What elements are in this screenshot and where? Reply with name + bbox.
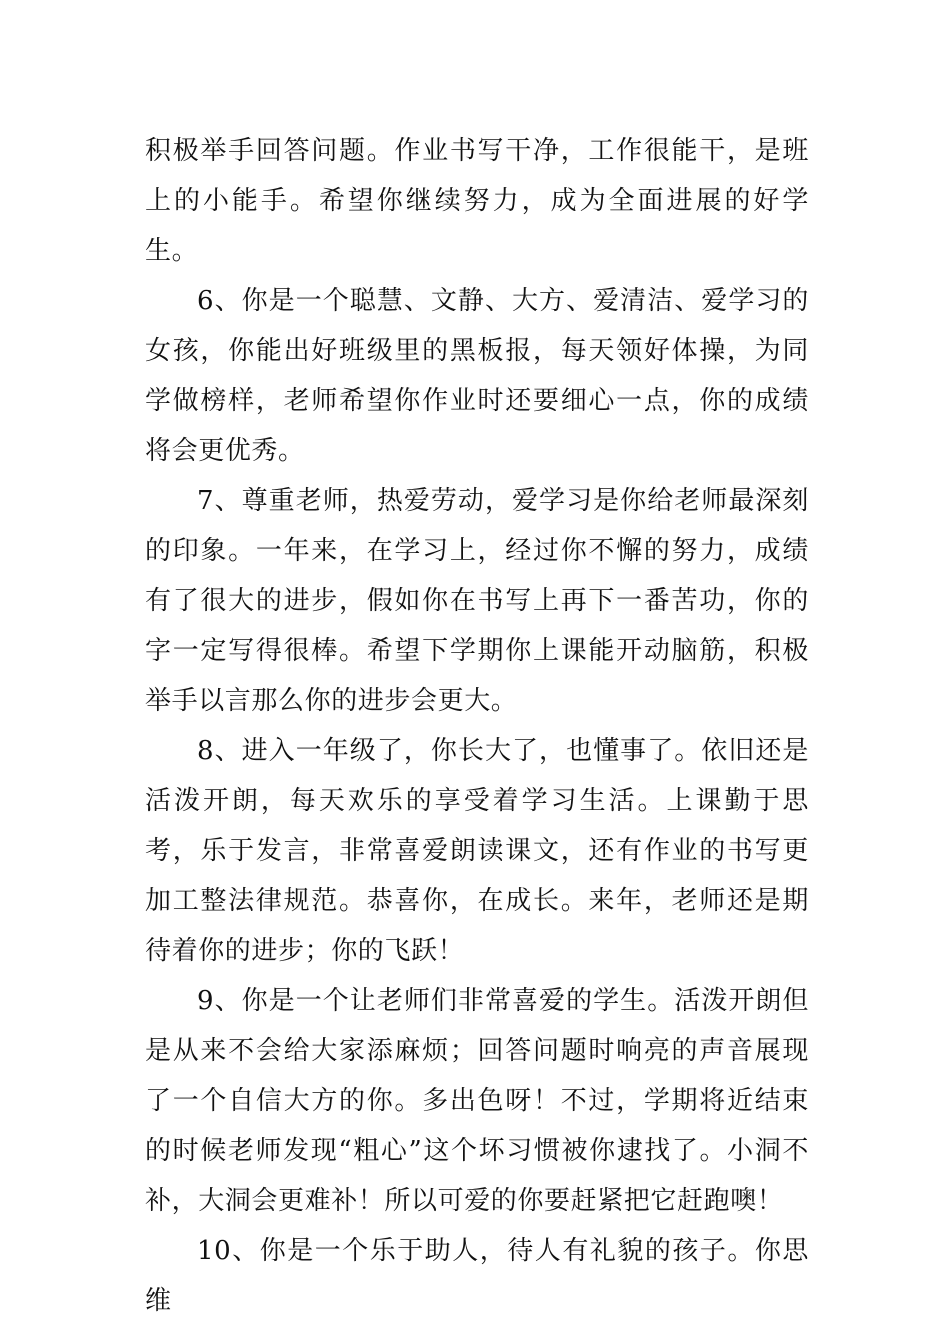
paragraph-comment-7: 7、尊重老师，热爱劳动，爱学习是你给老师最深刻的印象。一年来，在学习上，经过你不懈的努力，成绩有了很大的进步，假如你在书写上再下一番苦功，你的字一定写得很棒。希望下学期你上课能开动脑筋，积极举手以言那么你的进步会更大。 <box>145 486 809 716</box>
paragraph-comment-6: 6、你是一个聪慧、文静、大方、爱清洁、爱学习的女孩，你能出好班级里的黑板报，每天领好体操，为同学做榜样，老师希望你作业时还要细心一点，你的成绩将会更优秀。 <box>145 286 809 466</box>
paragraph-comment-9: 9、你是一个让老师们非常喜爱的学生。活泼开朗但是从来不会给大家添麻烦；回答问题时响亮的声音展现了一个自信大方的你。多出色呀！不过，学期将近结束的时候老师发现“粗心”这个坏习惯被你逮找了。小洞不补，大洞会更难补！所以可爱的你要赶紧把它赶跑噢！ <box>145 986 809 1216</box>
document-body <box>145 126 809 1326</box>
paragraph-comment-8: 8、进入一年级了，你长大了，也懂事了。依旧还是活泼开朗，每天欢乐的享受着学习生活。上课勤于思考，乐于发言，非常喜爱朗读课文，还有作业的书写更加工整法律规范。恭喜你，在成长。来年，老师还是期待着你的进步；你的飞跃！ <box>145 736 809 966</box>
paragraph-comment-10: 10、你是一个乐于助人，待人有礼貌的孩子。你思维 <box>145 1236 809 1316</box>
paragraph-continuation: 积极举手回答问题。作业书写干净，工作很能干，是班上的小能手。希望你继续努力，成为全面进展的好学生。 <box>145 136 809 266</box>
